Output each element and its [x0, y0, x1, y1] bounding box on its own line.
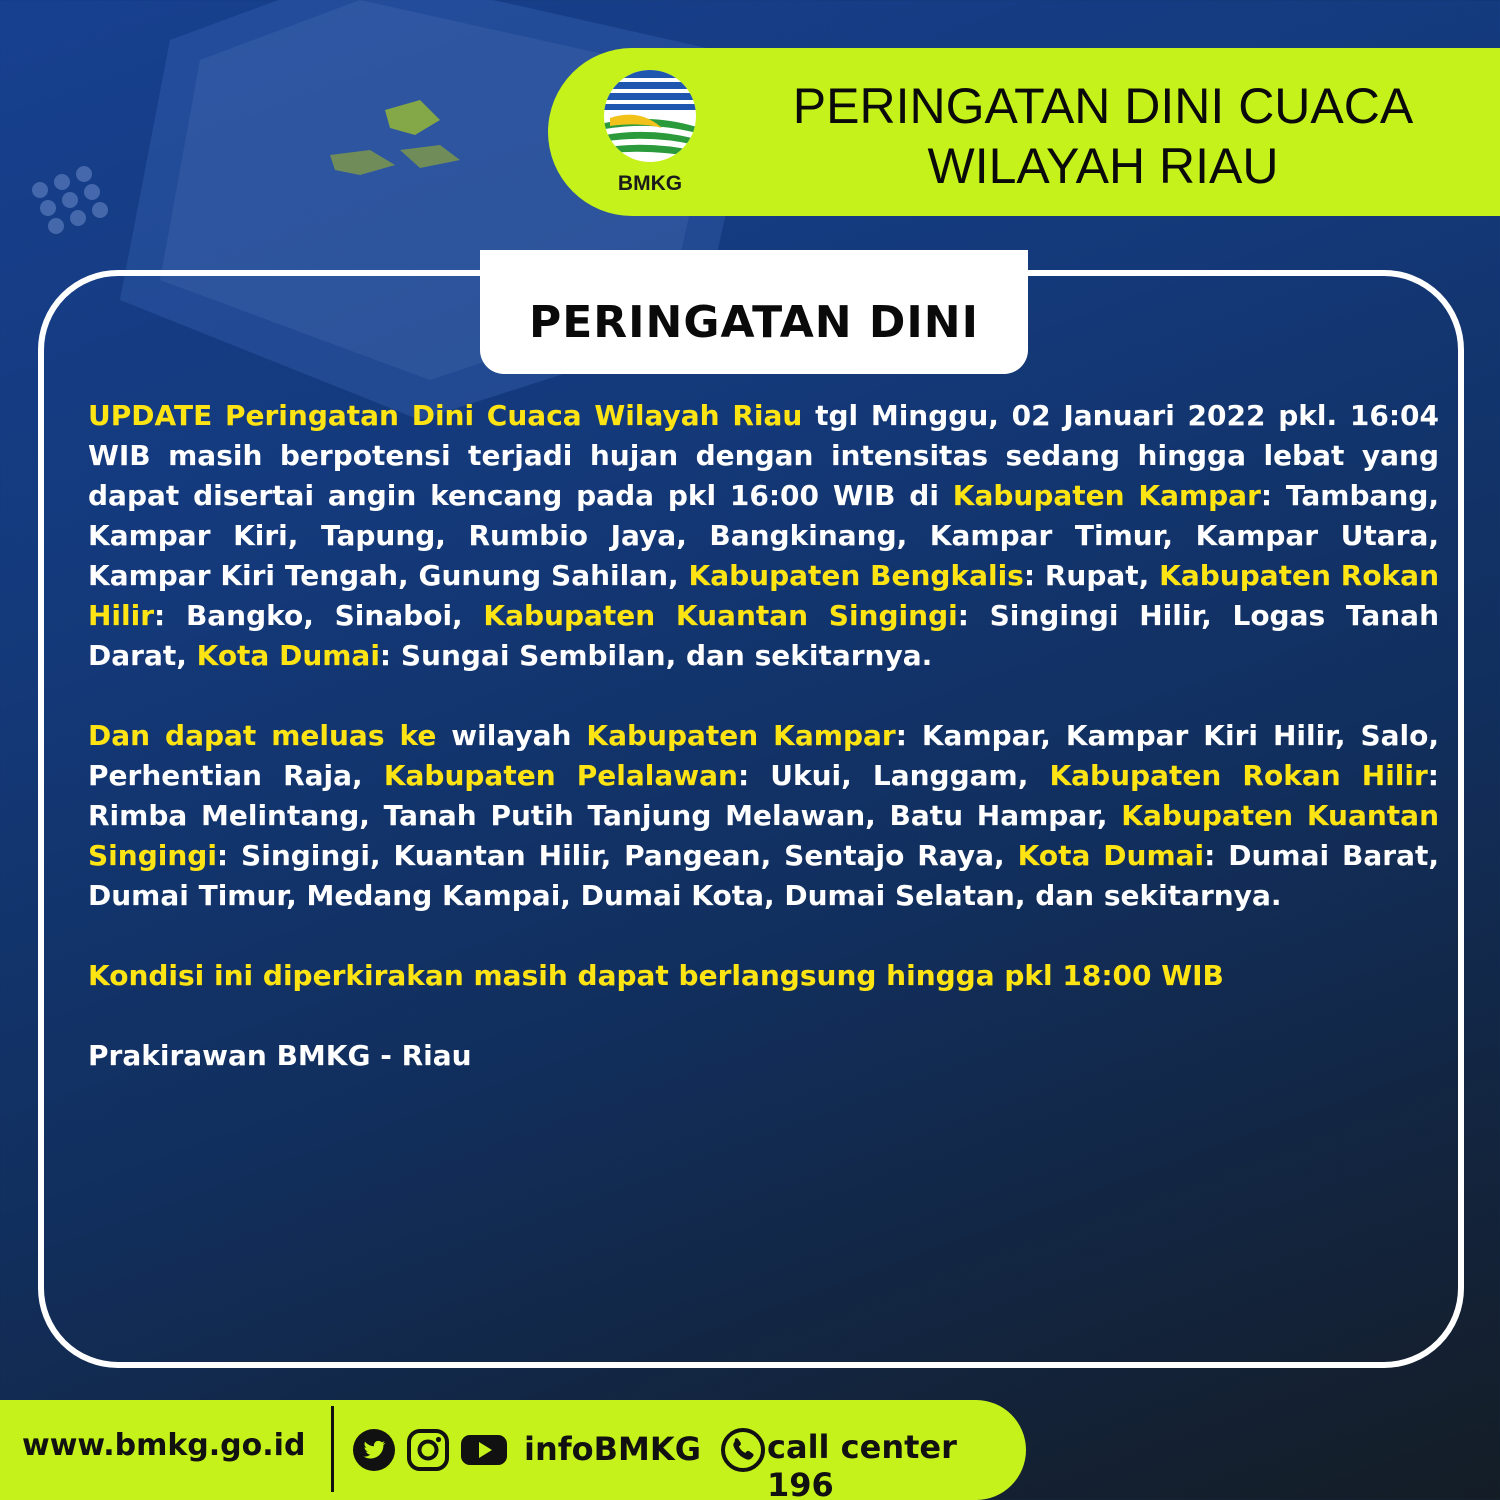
bmkg-logo-icon: [600, 68, 700, 172]
text-span: tgl Minggu, 02 Januari 2022 pkl. 16:04 WIB masih berpotensi terjadi hujan dengan intensitas sedang hingga lebat yang dapat disertai angin kencang pada pkl 16:00 WIB di: [88, 399, 1439, 512]
text-highlight: Kabupaten Kampar: [952, 479, 1261, 512]
text-span: : Tambang, Kampar Kiri, Tapung, Rumbio Jaya, Bangkinang, Kampar Timur, Kampar Utara, Kampar Kiri Tengah, Gunung Sahilan,: [88, 479, 1440, 592]
text-highlight: Kabupaten Kampar: [586, 719, 896, 752]
text-span: : Dumai Barat, Dumai Timur, Medang Kampai, Dumai Kota, Dumai Selatan, dan sekitarnya.: [88, 839, 1439, 912]
bmkg-logo: [600, 68, 700, 198]
duration-note: Kondisi ini diperkirakan masih dapat berlangsung hingga pkl 18:00 WIB: [88, 959, 1224, 992]
text-span: : Singingi, Kuantan Hilir, Pangean, Sentajo Raya,: [216, 839, 1018, 872]
text-span: : Singingi Hilir, Logas Tanah Darat,: [88, 599, 1439, 672]
text-highlight: Kota Dumai: [196, 639, 380, 672]
text-span: : Bangko, Sinaboi,: [154, 599, 484, 632]
website-link[interactable]: www.bmkg.go.id: [22, 1428, 306, 1463]
panel-tab-title: PERINGATAN DINI: [528, 296, 979, 348]
text-highlight: Kabupaten Kuantan Singingi: [483, 599, 958, 632]
call-center-number[interactable]: call center 196: [767, 1428, 957, 1500]
header-title-line2: WILAYAH RIAU: [927, 138, 1279, 194]
social-handle[interactable]: infoBMKG: [524, 1430, 701, 1468]
text-span: : Ukui, Langgam,: [737, 759, 1050, 792]
text-span: : Rimba Melintang, Tanah Putih Tanjung Melawan, Batu Hampar,: [88, 759, 1439, 832]
text-highlight: Kabupaten Rokan Hilir: [88, 559, 1439, 632]
text-span: : Kampar, Kampar Kiri Hilir, Salo, Perhentian Raja,: [88, 719, 1440, 792]
forecaster-signature: Prakirawan BMKG - Riau: [88, 1039, 472, 1072]
panel-tab: [480, 250, 1028, 374]
footer-bar: [0, 1400, 1026, 1500]
instagram-icon[interactable]: [406, 1428, 450, 1472]
header-title: [778, 76, 1428, 196]
text-highlight: UPDATE Peringatan Dini Cuaca Wilayah Riau: [88, 399, 803, 432]
text-span: : Sungai Sembilan, dan sekitarnya.: [379, 639, 933, 672]
youtube-icon[interactable]: [460, 1428, 508, 1472]
text-highlight: Kabupaten Kuantan Singingi: [88, 799, 1439, 872]
warning-paragraph-1: [88, 396, 1439, 676]
warning-content: [88, 396, 1439, 1116]
text-highlight: Kota Dumai: [1017, 839, 1205, 872]
header-title-line1: PERINGATAN DINI CUACA: [792, 78, 1414, 134]
warning-paragraph-2: [88, 716, 1439, 916]
header-banner: [548, 48, 1500, 216]
text-highlight: Kabupaten Rokan Hilir: [1049, 759, 1428, 792]
footer-divider: [331, 1406, 334, 1492]
text-span: : Rupat,: [1023, 559, 1160, 592]
text-highlight: Dan dapat meluas ke: [88, 719, 437, 752]
logo-text: BMKG: [617, 172, 683, 195]
text-highlight: Kabupaten Pelalawan: [383, 759, 738, 792]
text-span: wilayah: [436, 719, 587, 752]
text-highlight: Kabupaten Bengkalis: [688, 559, 1024, 592]
twitter-icon[interactable]: [352, 1428, 396, 1472]
phone-icon: [720, 1427, 766, 1473]
